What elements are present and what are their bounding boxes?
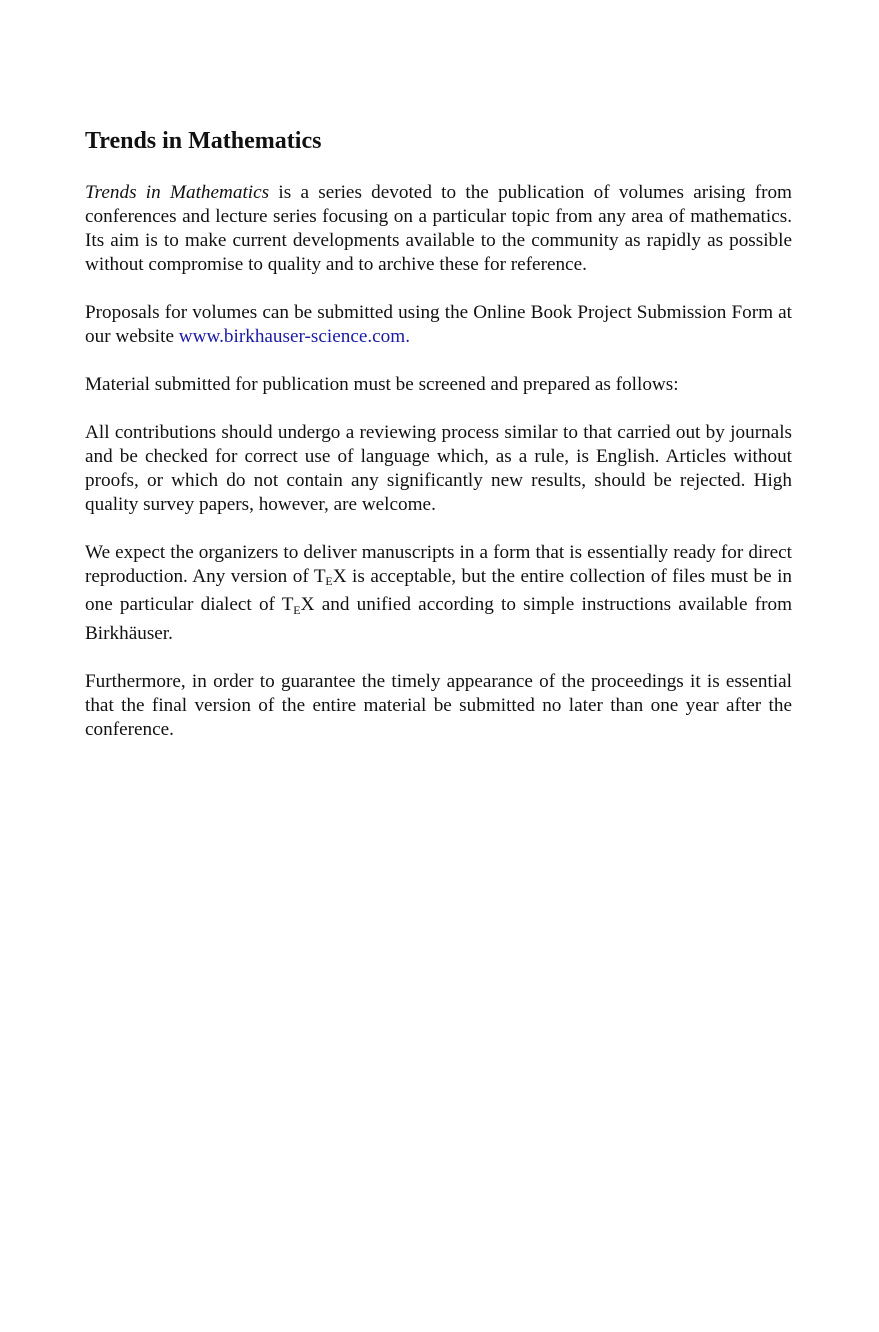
- page-content: [85, 126, 792, 766]
- tex-logo: TEX: [281, 594, 315, 617]
- manuscripts-text-2: is acceptable, but the entire collection of files must be in one particular dialect of: [85, 566, 792, 616]
- series-description: [85, 181, 792, 277]
- deadline-paragraph: Furthermore, in order to guarantee the timely appearance of the proceedings it is essential that the final version of the entire material be submitted no later than one year after the conference.: [85, 670, 792, 740]
- series-description-text: is a series devoted to the publication of volumes arising from conferences and lecture series focusing on a particular topic from any area of mathematics. Its aim is to make current developments available to the community as rapidly as possible without compromise to quality and to archive these for reference.: [85, 182, 792, 275]
- proposals-text: Proposals for volumes can be submitted using the Online Book Project Submission Form at our website: [85, 302, 792, 347]
- series-name: Trends in Mathematics: [85, 182, 270, 203]
- website-link[interactable]: www.birkhauser-science.com.: [178, 326, 410, 347]
- manuscripts-text-1: We expect the organizers to deliver manuscripts in a form that is essentially ready for direct reproduction. Any version of: [85, 542, 792, 587]
- tex-logo: TEX: [313, 566, 347, 589]
- manuscripts-text-3: and unified according to simple instructions available from Birkhäuser.: [85, 594, 793, 644]
- review-paragraph: All contributions should undergo a reviewing process similar to that carried out by journals and be checked for correct use of language which, as a rule, is English. Articles without proofs, or which do not contain any significantly new results, should be rejected. High quality survey papers, however, are welcome.: [85, 422, 792, 515]
- proposals-paragraph: [85, 301, 792, 349]
- page-title: Trends in Mathematics: [85, 128, 322, 154]
- material-paragraph: Material submitted for publication must be screened and prepared as follows:: [85, 374, 679, 395]
- manuscripts-paragraph: [85, 541, 792, 646]
